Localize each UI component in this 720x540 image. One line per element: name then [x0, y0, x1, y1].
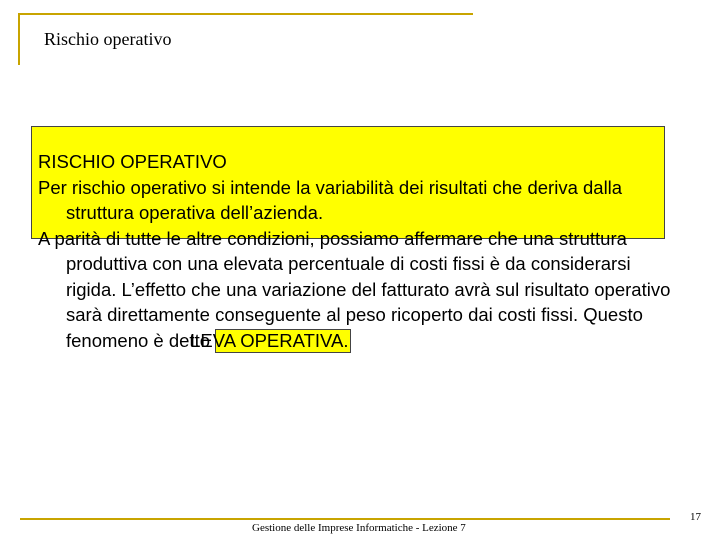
title-frame-top-line — [20, 13, 473, 15]
slide-title: Rischio operativo — [44, 29, 172, 49]
explanation-paragraph — [38, 226, 678, 354]
content-heading: RISCHIO OPERATIVO — [38, 151, 227, 172]
leva-operativa-highlight: LEVA OPERATIVA. — [215, 329, 351, 353]
definition-paragraph: Per rischio operativo si intende la variabilità dei risultati che deriva dalla struttura operativa dell’azienda. — [38, 176, 623, 223]
page-number: 17 — [690, 511, 701, 523]
explanation-text: A parità di tutte le altre condizioni, possiamo affermare che una struttura produttiva con una elevata percentuale di costi fissi è da considerarsi rigida. L’effetto che una variazione del fatturato avrà sul risultato operativo sarà direttamente conseguente al peso ricoperto dai costi fissi. Questo fenomeno è detto — [38, 227, 671, 351]
slide-body — [38, 149, 678, 353]
footer-line — [20, 518, 670, 520]
title-frame-left-line — [18, 13, 20, 65]
footer-text: Gestione delle Imprese Informatiche - Lezione 7 — [252, 522, 466, 534]
